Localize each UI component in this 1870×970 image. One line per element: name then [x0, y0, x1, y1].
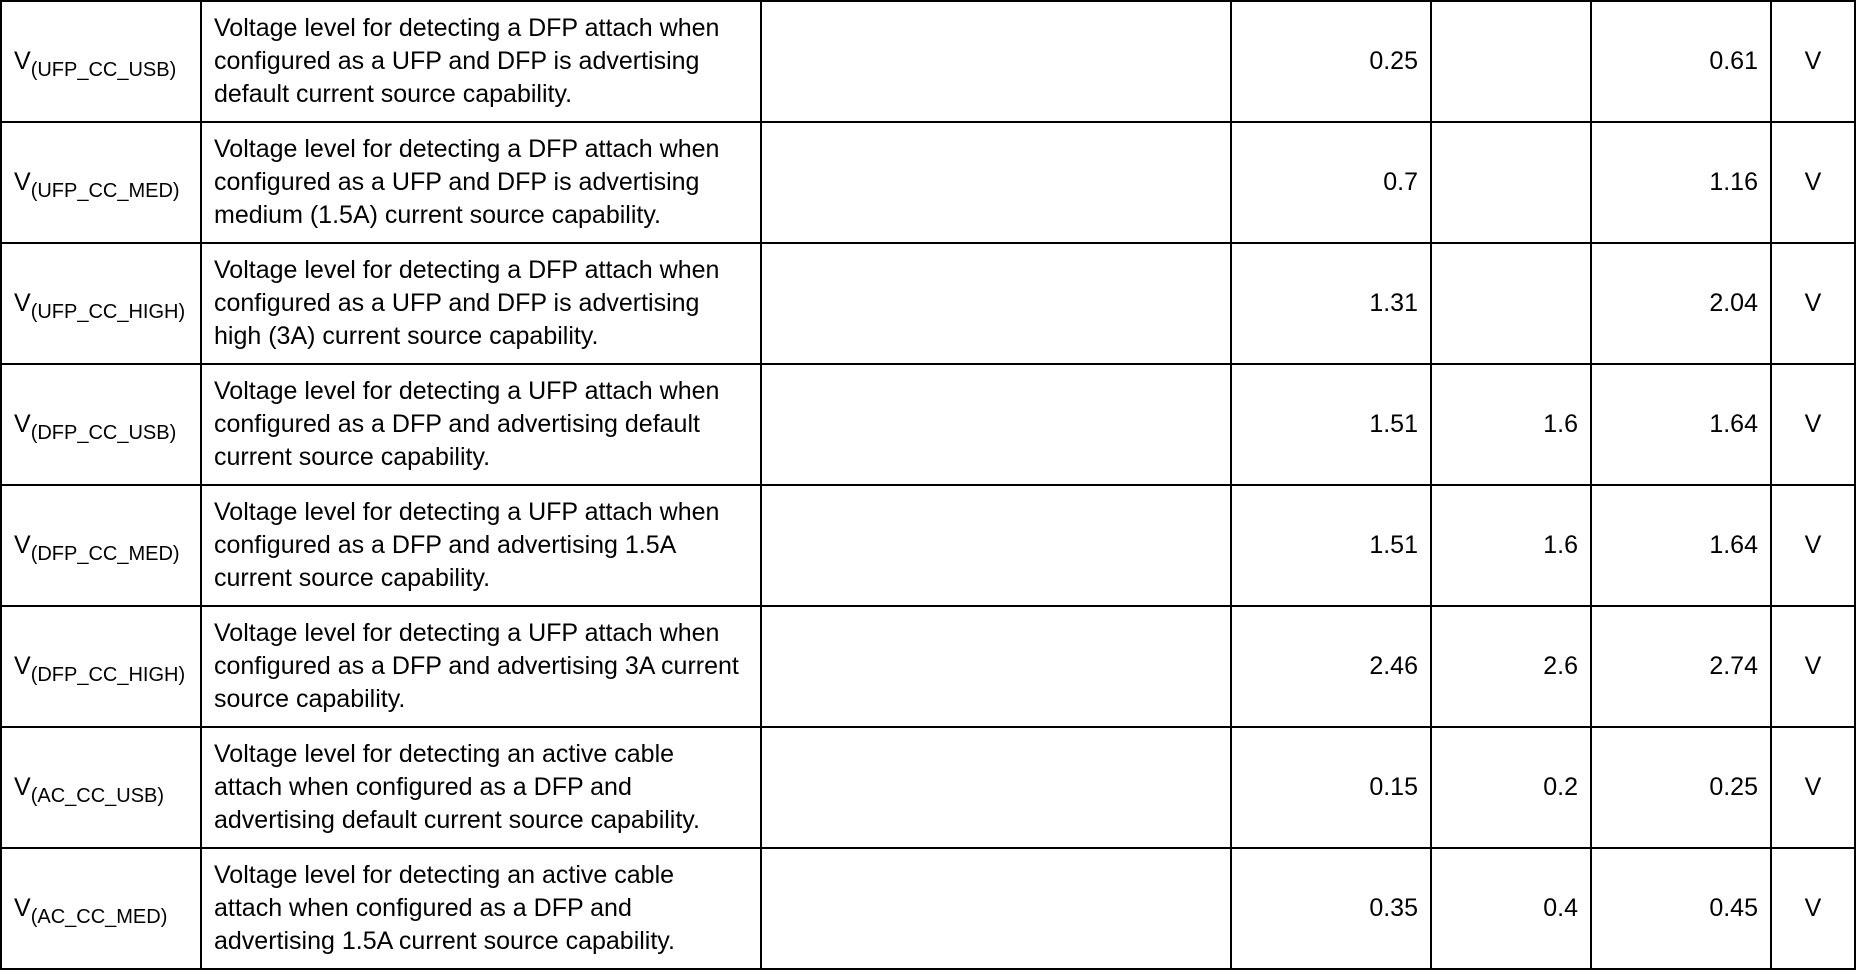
cell-typ: 0.2 — [1431, 727, 1591, 848]
cell-max: 0.45 — [1591, 848, 1771, 969]
cell-symbol — [1, 727, 201, 848]
cell-max: 1.64 — [1591, 485, 1771, 606]
table-row — [1, 243, 1855, 364]
cell-unit: V — [1771, 122, 1855, 243]
cell-description: Voltage level for detecting a DFP attach when configured as a UFP and DFP is advertising high (3A) current source capability. — [201, 243, 761, 364]
cell-unit: V — [1771, 243, 1855, 364]
table-row — [1, 485, 1855, 606]
cell-typ: 1.6 — [1431, 364, 1591, 485]
cell-conditions — [761, 243, 1231, 364]
cell-symbol — [1, 606, 201, 727]
cell-typ — [1431, 1, 1591, 122]
cell-conditions — [761, 727, 1231, 848]
cell-description: Voltage level for detecting a UFP attach when configured as a DFP and advertising 1.5A current source capability. — [201, 485, 761, 606]
cell-symbol — [1, 364, 201, 485]
cell-conditions — [761, 485, 1231, 606]
symbol-base: V — [14, 47, 31, 75]
symbol-base: V — [14, 168, 31, 196]
cell-unit: V — [1771, 364, 1855, 485]
cell-description: Voltage level for detecting a UFP attach when configured as a DFP and advertising default current source capability. — [201, 364, 761, 485]
symbol-base: V — [14, 773, 31, 801]
cell-description: Voltage level for detecting a DFP attach when configured as a UFP and DFP is advertising default current source capability. — [201, 1, 761, 122]
symbol-subscript: (DFP_CC_HIGH) — [30, 664, 186, 686]
cell-conditions — [761, 122, 1231, 243]
symbol-subscript: (UFP_CC_HIGH) — [30, 301, 186, 323]
cell-conditions — [761, 1, 1231, 122]
cell-min: 0.15 — [1231, 727, 1431, 848]
cell-min: 1.31 — [1231, 243, 1431, 364]
symbol-subscript: (DFP_CC_MED) — [30, 543, 180, 565]
symbol-base: V — [14, 531, 31, 559]
cell-conditions — [761, 606, 1231, 727]
cell-symbol — [1, 122, 201, 243]
cell-unit: V — [1771, 485, 1855, 606]
table-body — [1, 1, 1855, 969]
cell-symbol — [1, 485, 201, 606]
table-row — [1, 606, 1855, 727]
cell-description: Voltage level for detecting a UFP attach when configured as a DFP and advertising 3A current source capability. — [201, 606, 761, 727]
cell-unit: V — [1771, 727, 1855, 848]
cell-symbol — [1, 848, 201, 969]
cell-symbol — [1, 243, 201, 364]
cell-description: Voltage level for detecting an active cable attach when configured as a DFP and advertising 1.5A current source capability. — [201, 848, 761, 969]
symbol-base: V — [14, 894, 31, 922]
cell-symbol — [1, 1, 201, 122]
cell-unit: V — [1771, 606, 1855, 727]
cell-conditions — [761, 364, 1231, 485]
symbol-subscript: (UFP_CC_MED) — [30, 180, 180, 202]
cell-max: 1.64 — [1591, 364, 1771, 485]
table-row — [1, 364, 1855, 485]
cell-max: 0.61 — [1591, 1, 1771, 122]
cell-typ — [1431, 243, 1591, 364]
symbol-subscript: (UFP_CC_USB) — [30, 59, 177, 81]
cell-description: Voltage level for detecting an active cable attach when configured as a DFP and advertising default current source capability. — [201, 727, 761, 848]
cell-typ: 2.6 — [1431, 606, 1591, 727]
table-row — [1, 122, 1855, 243]
cell-description: Voltage level for detecting a DFP attach when configured as a UFP and DFP is advertising medium (1.5A) current source capability. — [201, 122, 761, 243]
table-row — [1, 727, 1855, 848]
cell-min: 1.51 — [1231, 364, 1431, 485]
symbol-base: V — [14, 410, 31, 438]
cell-typ: 1.6 — [1431, 485, 1591, 606]
cell-typ — [1431, 122, 1591, 243]
cell-min: 0.7 — [1231, 122, 1431, 243]
cell-max: 2.74 — [1591, 606, 1771, 727]
cell-min: 2.46 — [1231, 606, 1431, 727]
symbol-base: V — [14, 652, 31, 680]
cell-max: 2.04 — [1591, 243, 1771, 364]
cell-unit: V — [1771, 1, 1855, 122]
cell-typ: 0.4 — [1431, 848, 1591, 969]
cell-max: 1.16 — [1591, 122, 1771, 243]
cell-min: 1.51 — [1231, 485, 1431, 606]
symbol-subscript: (DFP_CC_USB) — [30, 422, 177, 444]
cell-min: 0.25 — [1231, 1, 1431, 122]
table-row — [1, 848, 1855, 969]
cell-min: 0.35 — [1231, 848, 1431, 969]
table-row — [1, 1, 1855, 122]
cell-max: 0.25 — [1591, 727, 1771, 848]
cell-unit: V — [1771, 848, 1855, 969]
cell-conditions — [761, 848, 1231, 969]
symbol-subscript: (AC_CC_USB) — [30, 785, 165, 807]
symbol-subscript: (AC_CC_MED) — [30, 906, 168, 928]
symbol-base: V — [14, 289, 31, 317]
